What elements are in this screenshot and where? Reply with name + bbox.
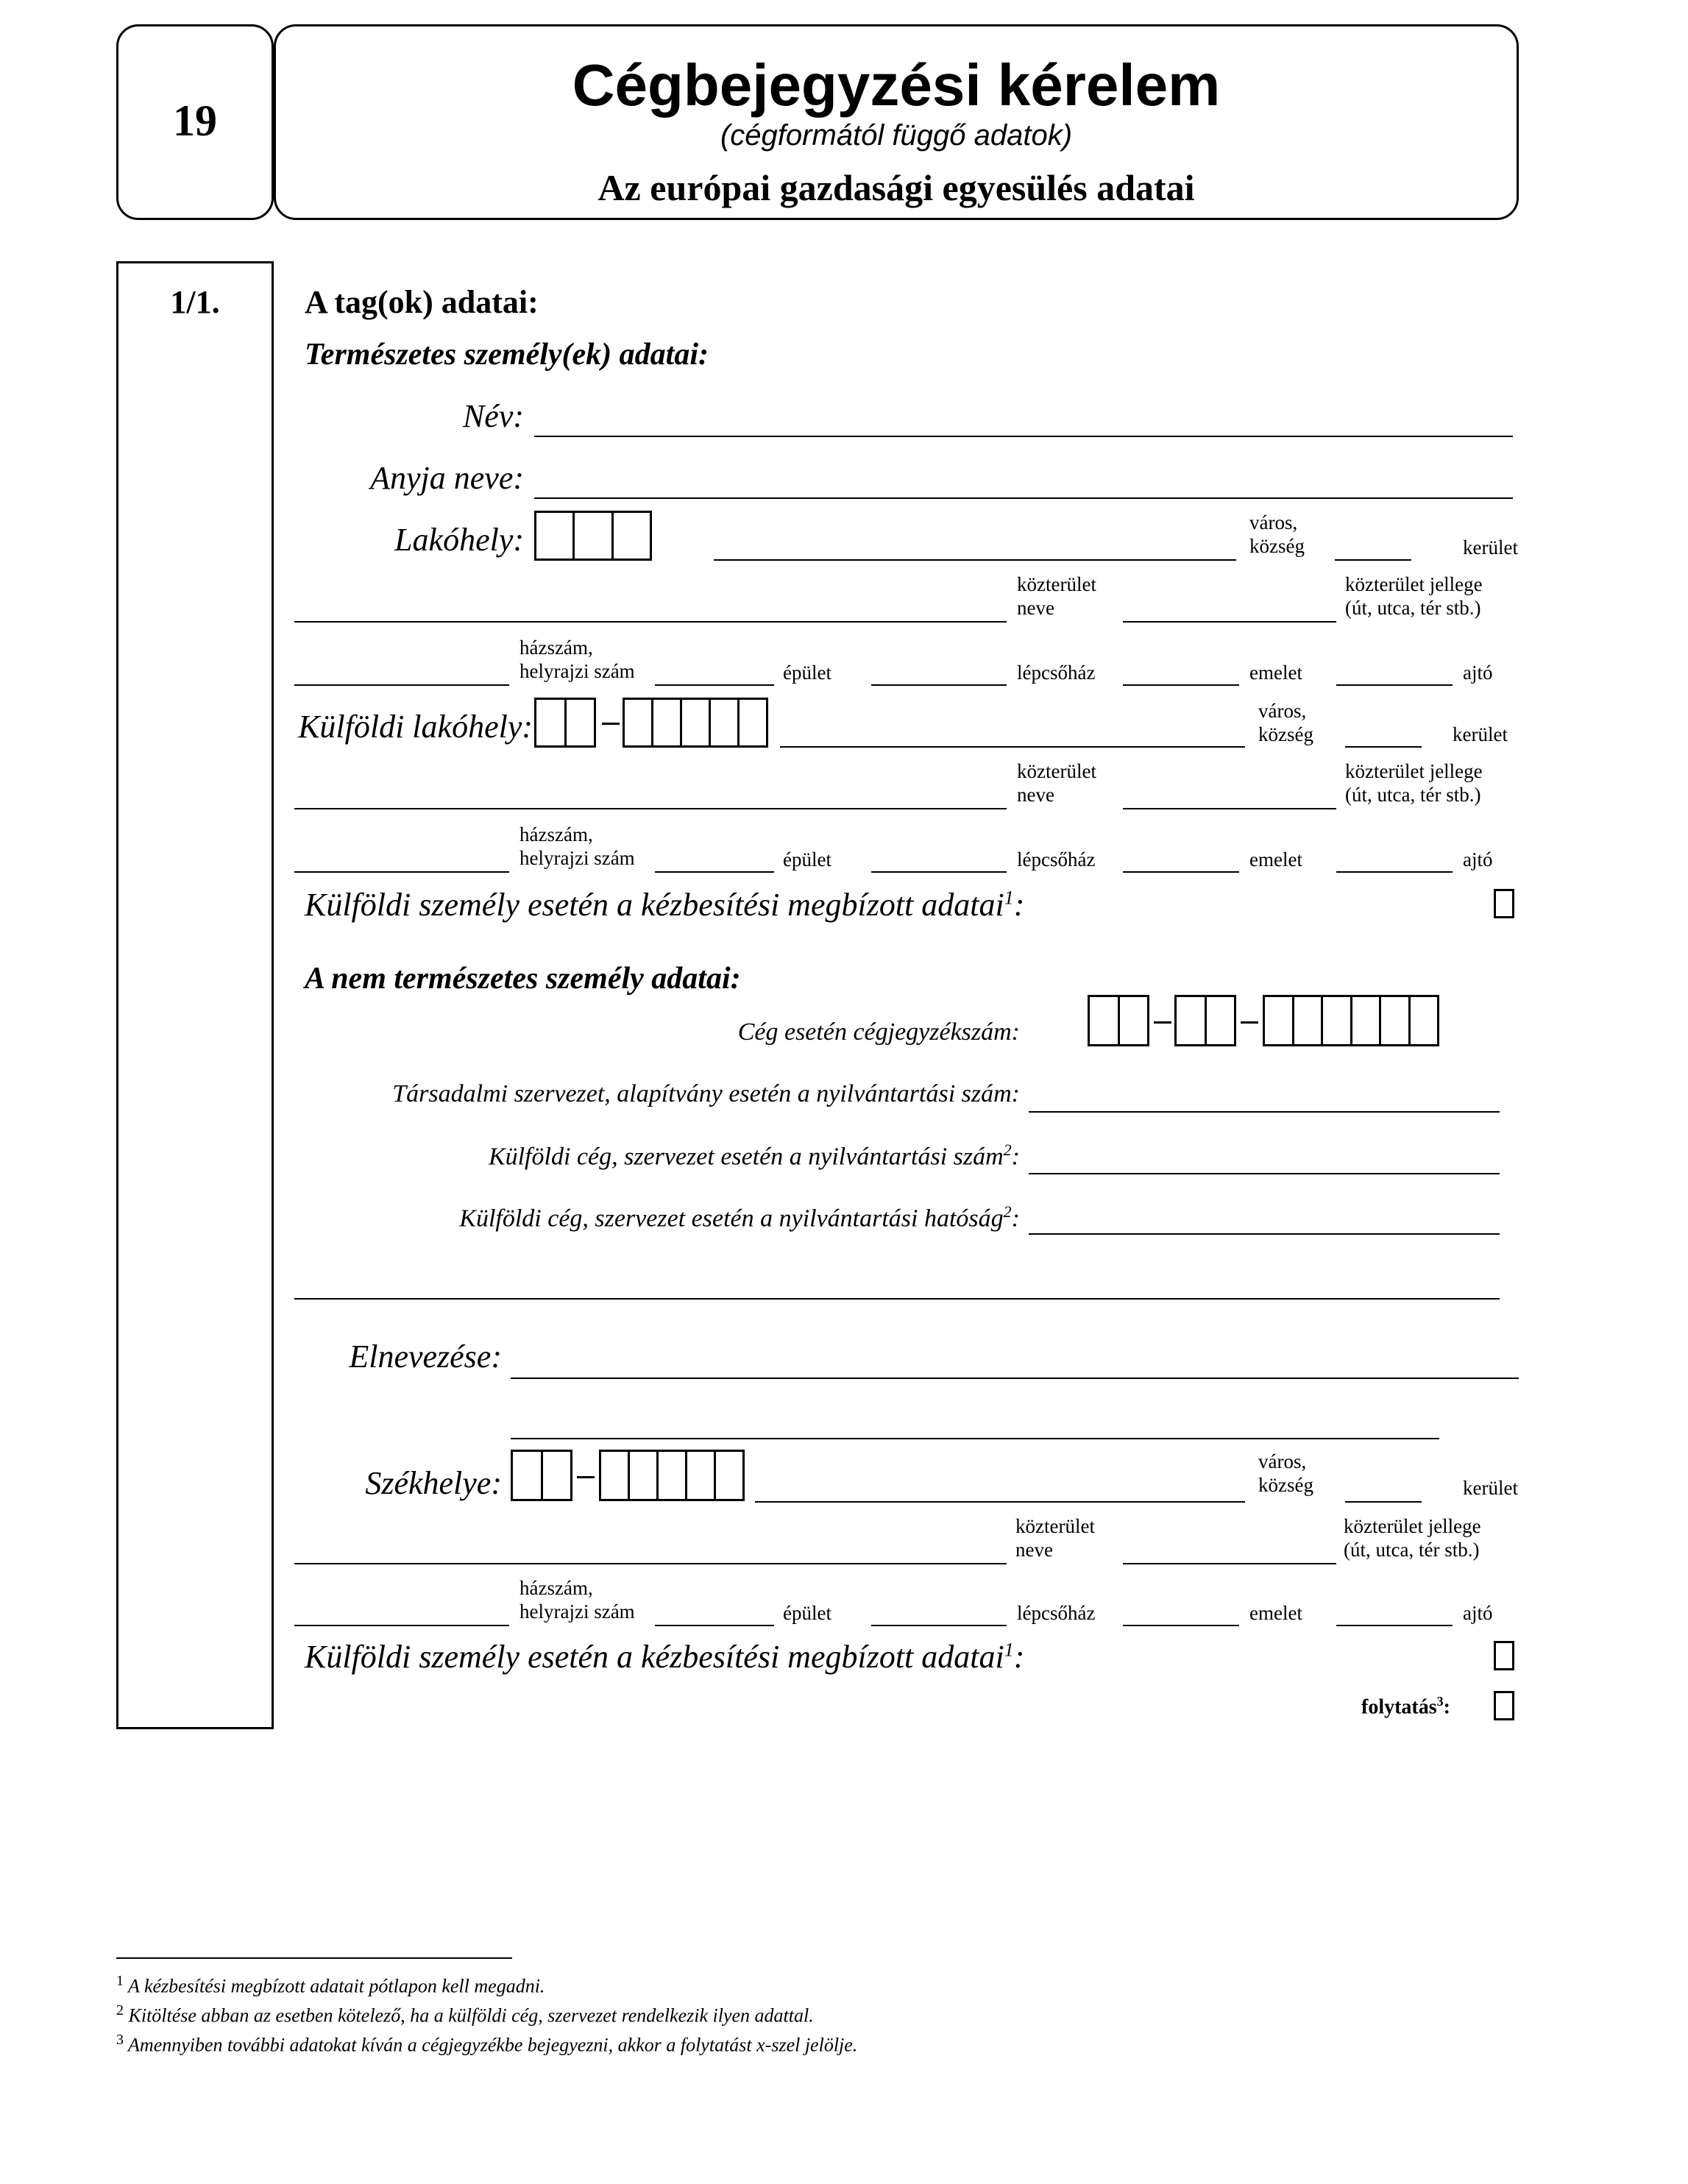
foreign-residence-floor-label: emelet <box>1249 848 1302 871</box>
seat-city-label: város, község <box>1258 1450 1313 1496</box>
residence-street-type-label: közterület jellege (út, utca, tér stb.) <box>1345 573 1483 619</box>
seat-street-name-label: közterület neve <box>1015 1515 1095 1561</box>
foreign-residence-street-type-label: közterület jellege (út, utca, tér stb.) <box>1345 760 1483 806</box>
delivery-agent-label-legal: Külföldi személy esetén a kézbesítési megbízott adatai$^1$: <box>305 1639 1025 1675</box>
seat-floor-label: emelet <box>1249 1602 1302 1624</box>
foreign-reg-authority-field[interactable] <box>1029 1233 1500 1235</box>
foreign-residence-house-number-label: házszám, helyrajzi szám <box>519 823 635 869</box>
company-reg-form-boxes[interactable] <box>1174 995 1236 1046</box>
residence-floor-label: emelet <box>1249 662 1302 684</box>
foreign-residence-staircase-field[interactable] <box>1123 871 1239 873</box>
delivery-agent-checkbox-legal[interactable] <box>1494 1641 1514 1670</box>
seat-street-field[interactable] <box>294 1563 1007 1564</box>
foreign-residence-city-field[interactable] <box>780 746 1245 748</box>
foreign-residence-label: Külföldi lakóhely: <box>298 709 533 745</box>
foreign-residence-district-label: kerület <box>1453 723 1508 745</box>
mother-name-field[interactable] <box>534 497 1513 499</box>
foreign-residence-street-field[interactable] <box>294 808 1007 809</box>
foreign-residence-building-field[interactable] <box>871 871 1007 873</box>
foreign-residence-country-boxes[interactable] <box>534 698 596 748</box>
seat-staircase-label: lépcsőház <box>1017 1602 1096 1624</box>
foreign-residence-city-label: város, község <box>1258 700 1313 745</box>
foreign-residence-postcode-boxes[interactable] <box>623 698 768 748</box>
entity-name-field-continued[interactable] <box>511 1438 1439 1439</box>
company-reg-label: Cég esetén cégjegyzékszám: <box>737 1018 1020 1046</box>
continuation-checkbox[interactable] <box>1494 1691 1514 1720</box>
section-number-column <box>116 261 274 1729</box>
foreign-reg-authority-label: Külföldi cég, szervezet esetén a nyilvántartási hatóság$^2$: <box>459 1202 1020 1233</box>
company-reg-court-boxes[interactable] <box>1088 995 1149 1046</box>
residence-building-label: épület <box>783 662 831 684</box>
seat-door-label: ajtó <box>1463 1602 1493 1624</box>
section-heading: A tag(ok) adatai: <box>305 284 539 320</box>
footnote-separator <box>116 1957 512 1959</box>
foreign-reg-authority-field-continued[interactable] <box>294 1298 1500 1300</box>
foreign-residence-building-label: épület <box>783 848 831 871</box>
form-number: 19 <box>173 96 217 145</box>
section-number: 1/1. <box>170 284 220 320</box>
foreign-residence-staircase-label: lépcsőház <box>1017 848 1096 871</box>
foreign-residence-house-number-field-2[interactable] <box>655 871 774 873</box>
seat-street-type-field[interactable] <box>1123 1563 1336 1564</box>
company-reg-number-boxes[interactable] <box>1263 995 1439 1046</box>
entity-name-label: Elnevezése: <box>349 1339 502 1375</box>
residence-floor-field[interactable] <box>1336 684 1453 686</box>
seat-street-type-label: közterület jellege (út, utca, tér stb.) <box>1344 1515 1481 1561</box>
company-reg-dash-2 <box>1241 1021 1258 1024</box>
seat-building-label: épület <box>783 1602 831 1624</box>
seat-city-field[interactable] <box>755 1501 1245 1503</box>
seat-floor-field[interactable] <box>1336 1625 1453 1626</box>
name-label: Név: <box>462 398 524 434</box>
company-reg-dash-1 <box>1154 1021 1171 1024</box>
foreign-residence-dash <box>602 723 620 725</box>
residence-staircase-field[interactable] <box>1123 684 1239 686</box>
foreign-residence-district-field[interactable] <box>1345 746 1422 748</box>
footnote-3: $^3$ Amennyiben további adatokat kíván a cégjegyzékbe bejegyezni, akkor a folytatást x-szel jelölje. <box>116 2032 858 2056</box>
seat-district-label: kerület <box>1463 1477 1518 1499</box>
foreign-residence-floor-field[interactable] <box>1336 871 1453 873</box>
ngo-reg-field[interactable] <box>1029 1111 1500 1113</box>
seat-country-boxes[interactable] <box>511 1450 572 1501</box>
seat-dash <box>577 1476 595 1478</box>
seat-staircase-field[interactable] <box>1123 1625 1239 1626</box>
residence-postcode-boxes[interactable] <box>534 511 652 561</box>
seat-house-number-label: házszám, helyrajzi szám <box>519 1577 635 1623</box>
footnote-1: $^1$ A kézbesítési megbízott adatait pótlapon kell megadni. <box>116 1973 545 1997</box>
foreign-residence-door-label: ajtó <box>1463 848 1493 871</box>
residence-street-type-field[interactable] <box>1123 621 1336 623</box>
residence-house-number-field[interactable] <box>294 684 509 686</box>
foreign-residence-street-name-label: közterület neve <box>1017 760 1096 806</box>
footnote-2: $^2$ Kitöltése abban az esetben kötelező, ha a külföldi cég, szervezet rendelkezik ilyen adattal. <box>116 2002 814 2027</box>
residence-street-field[interactable] <box>294 621 1007 623</box>
foreign-residence-street-type-field[interactable] <box>1123 808 1336 809</box>
entity-name-field[interactable] <box>511 1378 1519 1379</box>
seat-label: Székhelye: <box>365 1465 502 1501</box>
residence-building-field[interactable] <box>871 684 1007 686</box>
residence-district-label: kerület <box>1463 536 1518 559</box>
section-title: Az európai gazdasági egyesülés adatai <box>597 167 1195 208</box>
natural-person-heading: Természetes személy(ek) adatai: <box>305 338 709 372</box>
foreign-reg-number-field[interactable] <box>1029 1173 1500 1174</box>
seat-building-field[interactable] <box>871 1625 1007 1626</box>
residence-house-number-field-2[interactable] <box>655 684 774 686</box>
legal-person-heading: A nem természetes személy adatai: <box>305 962 741 996</box>
seat-house-number-field-2[interactable] <box>655 1625 774 1626</box>
page-subtitle: (cégformától függő adatok) <box>720 119 1073 152</box>
page-title: Cégbejegyzési kérelem <box>572 52 1221 118</box>
residence-street-name-label: közterület neve <box>1017 573 1096 619</box>
seat-house-number-field[interactable] <box>294 1625 509 1626</box>
delivery-agent-label: Külföldi személy esetén a kézbesítési megbízott adatai$^1$: <box>305 887 1025 923</box>
foreign-residence-house-number-field[interactable] <box>294 871 509 873</box>
residence-staircase-label: lépcsőház <box>1017 662 1096 684</box>
residence-city-label: város, község <box>1249 511 1305 557</box>
seat-postcode-boxes[interactable] <box>599 1450 745 1501</box>
name-field[interactable] <box>534 436 1513 437</box>
residence-door-label: ajtó <box>1463 662 1493 684</box>
residence-district-field[interactable] <box>1335 559 1411 561</box>
foreign-reg-number-label: Külföldi cég, szervezet esetén a nyilvántartási szám$^2$: <box>488 1141 1020 1171</box>
residence-house-number-label: házszám, helyrajzi szám <box>519 637 635 682</box>
ngo-reg-label: Társadalmi szervezet, alapítvány esetén a nyilvántartási szám: <box>392 1080 1020 1107</box>
delivery-agent-checkbox[interactable] <box>1494 889 1514 918</box>
seat-district-field[interactable] <box>1345 1501 1422 1503</box>
continuation-label: folytatás$^3$: <box>1361 1694 1450 1719</box>
residence-city-field[interactable] <box>714 559 1236 561</box>
residence-label: Lakóhely: <box>394 522 524 558</box>
mother-name-label: Anyja neve: <box>370 460 524 496</box>
